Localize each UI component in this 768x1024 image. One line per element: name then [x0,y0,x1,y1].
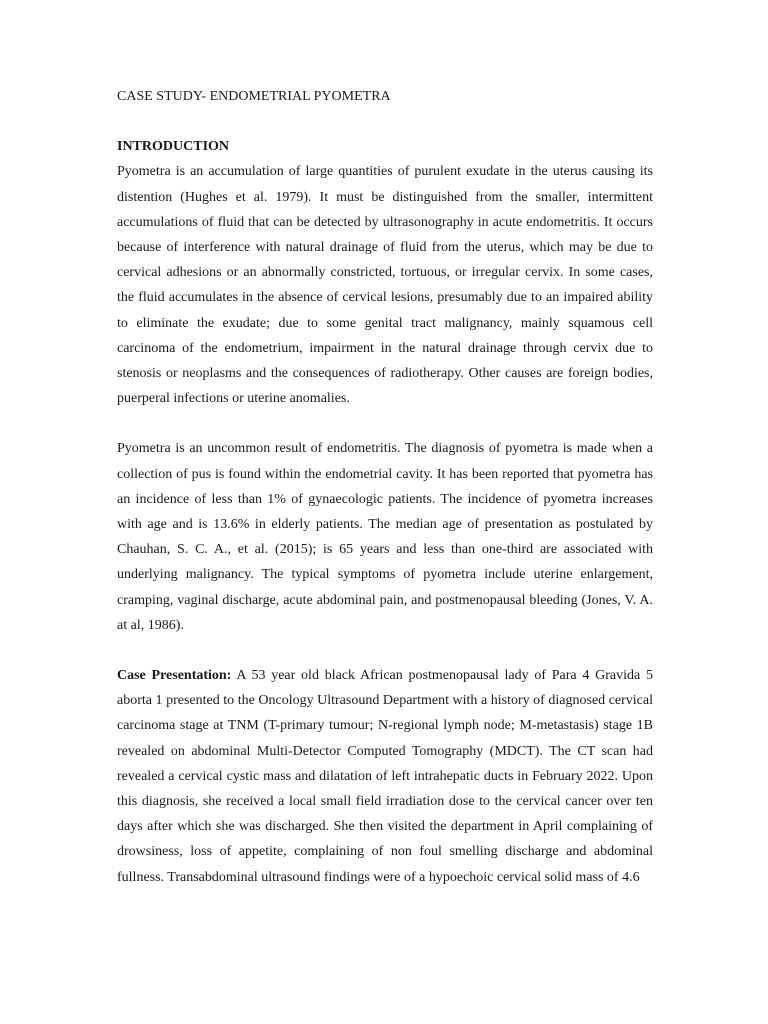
document-page [117,84,653,915]
case-presentation-label: Case Presentation: [117,668,232,684]
introduction-heading: INTRODUCTION [117,139,230,155]
document-title: CASE STUDY- ENDOMETRIAL PYOMETRA [117,89,391,104]
case-presentation-paragraph [117,663,653,890]
case-presentation-text: A 53 year old black African postmenopausal lady of Para 4 Gravida 5 aborta 1 presented to the Oncology Ultrasound Department with a history of diagnosed cervical carcinoma stage at TNM (T-primary tumour; N-regional lymph node; M-metastasis) stage 1B revealed on abdominal Multi-Detector Computed Tomography (MDCT). The CT scan had revealed a cervical cystic mass and dilatation of left intrahepatic ducts in February 2022. Upon this diagnosis, she received a local small field irradiation dose to the cervical cancer over ten days after which she was discharged. She then visited the department in April complaining of drowsiness, loss of appetite, complaining of non foul smelling discharge and abdominal fullness. Transabdominal ultrasound findings were of a hypoechoic cervical solid mass of 4.6 [117,668,653,885]
introduction-paragraph-2: Pyometra is an uncommon result of endometritis. The diagnosis of pyometra is made when a collection of pus is found within the endometrial cavity. It has been reported that pyometra has an incidence of less than 1% of gynaecologic patients. The incidence of pyometra increases with age and is 13.6% in elderly patients. The median age of presentation as postulated by Chauhan, S. C. A., et al. (2015); is 65 years and less than one-third are associated with underlying malignancy. The typical symptoms of pyometra include uterine enlargement, cramping, vaginal discharge, acute abdominal pain, and postmenopausal bleeding (Jones, V. A. at al, 1986). [117,441,653,633]
introduction-paragraph-1: Pyometra is an accumulation of large quantities of purulent exudate in the uterus causing its distention (Hughes et al. 1979). It must be distinguished from the smaller, intermittent accumulations of fluid that can be detected by ultrasonography in acute endometritis. It occurs because of interference with natural drainage of fluid from the uterus, which may be due to cervical adhesions or an abnormally constricted, tortuous, or irregular cervix. In some cases, the fluid accumulates in the absence of cervical lesions, presumably due to an impaired ability to eliminate the exudate; due to some genital tract malignancy, mainly squamous cell carcinoma of the endometrium, impairment in the natural drainage through cervix due to stenosis or neoplasms and the consequences of radiotherapy. Other causes are foreign bodies, puerperal infections or uterine anomalies. [117,164,653,407]
